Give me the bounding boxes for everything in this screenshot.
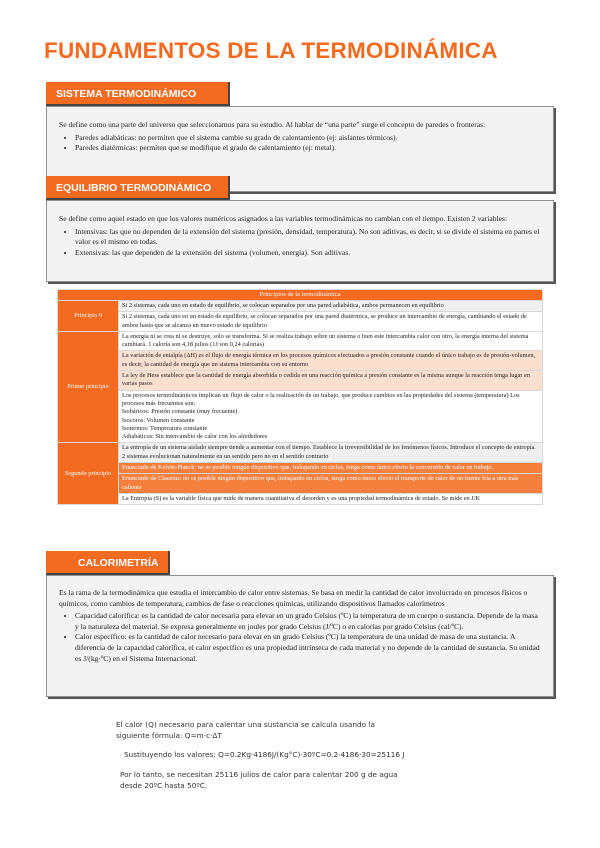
list-item: Adiabáticos: Sin intercambio de calor con los alrededores: [122, 433, 268, 441]
list-item: Isobáricos: Presión constante (muy frecuente): [122, 408, 238, 416]
page-title: FUNDAMENTOS DE LA TERMODINÁMICA: [44, 38, 498, 63]
calorimetria-intro: Es la rama de la termodinámica que estudia el intercambio de calor entre sistemas. Se basa en medir la cantidad de calor involucrado en procesos físicos o químicos, como cambios de temperatura, cambios de fase o reacciones químicas, utilizando dispositivos llamados calorímetros: [59, 588, 528, 608]
section-heading-equilibrio: EQUILIBRIO TERMODINÁMICO: [46, 176, 230, 200]
list-item: Isocoros: Volumen constante: [122, 416, 195, 424]
equilibrio-box: [46, 200, 554, 282]
primer-principio-label: Primer principio: [58, 331, 119, 443]
table-cell: La variación de entalpía (ΔH) es el flujo de energía térmica en los procesos químicos efectuados a presión constante cuando el único trabajo es de presión-volumen, es decir, la cantidad de energía que un sistema intercambia con su entorno: [119, 351, 543, 371]
section-heading-calorimetria: CALORIMETRÍA: [46, 551, 170, 575]
sistema-intro: Se define como una parte del universo que seleccionamos para su estudio. Al hablar de “una parte” surge el concepto de paredes o fronteras:: [59, 120, 486, 129]
list-item: Isotermos: Temperatura constante: [122, 424, 208, 432]
list-item: • Paredes adiabáticas: no permiten que el sistema cambie su grado de calentamiento (ej: aislantes térmicos).: [75, 133, 541, 144]
sistema-bullet-list: [59, 133, 541, 154]
table-cell: Enunciado de Kelvin-Planck: no es posible ningún dispositivo que, trabajando en ciclos, tenga como único efecto la conversión de calor en trabajo.: [119, 463, 543, 474]
list-item: • Calor específico: es la cantidad de calor necesario para elevar en un grado Celsius (ºC) la temperatura de una unidad de masa de una sustancia. A diferencia de la capacidad calorífica, el calor específico es una propiedad intrínseca de cada material y no depende de la cantidad de sustancia. Su unidad es J/(kg·ºC) en el Sistema Internacional.: [75, 632, 541, 664]
table-cell: Enunciado de Clausius: no es posible ningún dispositivo que, trabajando en ciclos, tenga como único efecto el transporte de calor de un fuente fría a otra más caliente: [119, 474, 543, 494]
list-item: • Extensivas: las que dependen de la extensión del sistema (volumen, energía). Son aditivas.: [75, 248, 541, 259]
table-header: Principios de la termodinámica: [58, 290, 543, 301]
calc-line: Por lo tanto, se necesitan 25116 julios de calor para calentar 200 g de agua: [120, 770, 398, 779]
table-cell: Si 2 sistemas, cada uno en estado de equilibrio, se colocan separados por una pared adiabática, ambos permanecen en equilibrio: [119, 301, 543, 312]
list-item: • Capacidad calorífica: es la cantidad de calor necesaria para elevar en un grado Celsius (ºC) la temperatura de un cuerpo o sustancia. Depende de la masa y la naturaleza del material. Se expresa generalmente en joules por grado Celsius (J/ºC) o en calorías por grado Celsius (cal/ºC).: [75, 611, 541, 632]
calc-line: Sustituyendo los valores: Q=0.2Kg·4186J/(Kg°C)·30ºC=0.2·4186·30=25116 J: [124, 750, 405, 759]
table-cell: La energía ni se crea ni se destruye, solo se transforma. Si se realiza trabajo sobre un sistema o bien este intercambia calor con otro, la energía interna del sistema cambiará. 1 caloría son 4,18 julios (1J son 0,24 calorías): [119, 331, 543, 351]
principio-0-label: Principio 0: [58, 301, 119, 332]
list-item: Los procesos termodinámicos implican un flujo de calor o la realización de un trabajo, que produce cambios en las propiedades del sistema (temperatura) Los procesos más frecuentes son:: [122, 391, 520, 407]
table-cell: Si 2 sistemas, cada uno en un estado de equilibrio, se colocan separados por una pared diatérmica, se produce un intercambio de energía, cambiando el estado de ambos hasta que se alcanza un nuevo estado de equilibrio: [119, 312, 543, 332]
calc-line: El calor (Q) necesario para calentar una sustancia se calcula usando la: [116, 720, 375, 729]
equilibrio-intro: Se define como aquel estado en que los valores numéricos asignados a las variables termodinámicas no cambian con el tiempo. Existen 2 variables:: [59, 214, 508, 223]
list-item: • Paredes diatérmicas: permiten que se modifique el grado de calentamiento (ej: metal).: [75, 143, 541, 154]
calorimetria-box: [46, 575, 554, 697]
table-cell: La entropía de un sistema aislado siempre tiende a aumentar con el tiempo. Establece la irreversibilidad de los fenómenos físicos. Introduce el concepto de entropía. 2 sistemas evolucionan naturalmente en un sentido pero no en el sentido contrario: [119, 443, 543, 463]
equilibrio-bullet-list: [59, 227, 541, 259]
section-heading-sistema: SISTEMA TERMODINÁMICO: [46, 82, 230, 106]
principios-table: [57, 289, 543, 505]
table-cell: La ley de Hess establece que la cantidad de energía absorbida o cedida en una reacción química a presión constante es la misma aunque la reacción tenga lugar en varias pasos: [119, 371, 543, 391]
list-item: • Intensivas: las que no dependen de la extensión del sistema (presión, densidad, temperatura). No son aditivas, es decir, si se divide el sistema en partes el valor es el mismo en todas.: [75, 227, 541, 248]
calc-line: siguiente fórmula: Q=m·c·ΔT: [116, 731, 222, 740]
calc-line: desde 20ºC hasta 50ºC.: [120, 781, 208, 790]
table-cell: La Entropía (S) es la variable física que mide de manera cuantitativa el desorden y es una propiedad termodinámica de estado. Se mide en J/K: [119, 493, 543, 504]
calorimetria-bullet-list: [59, 611, 541, 664]
table-cell: [119, 390, 543, 443]
segundo-principio-label: Segundo principio: [58, 443, 119, 505]
